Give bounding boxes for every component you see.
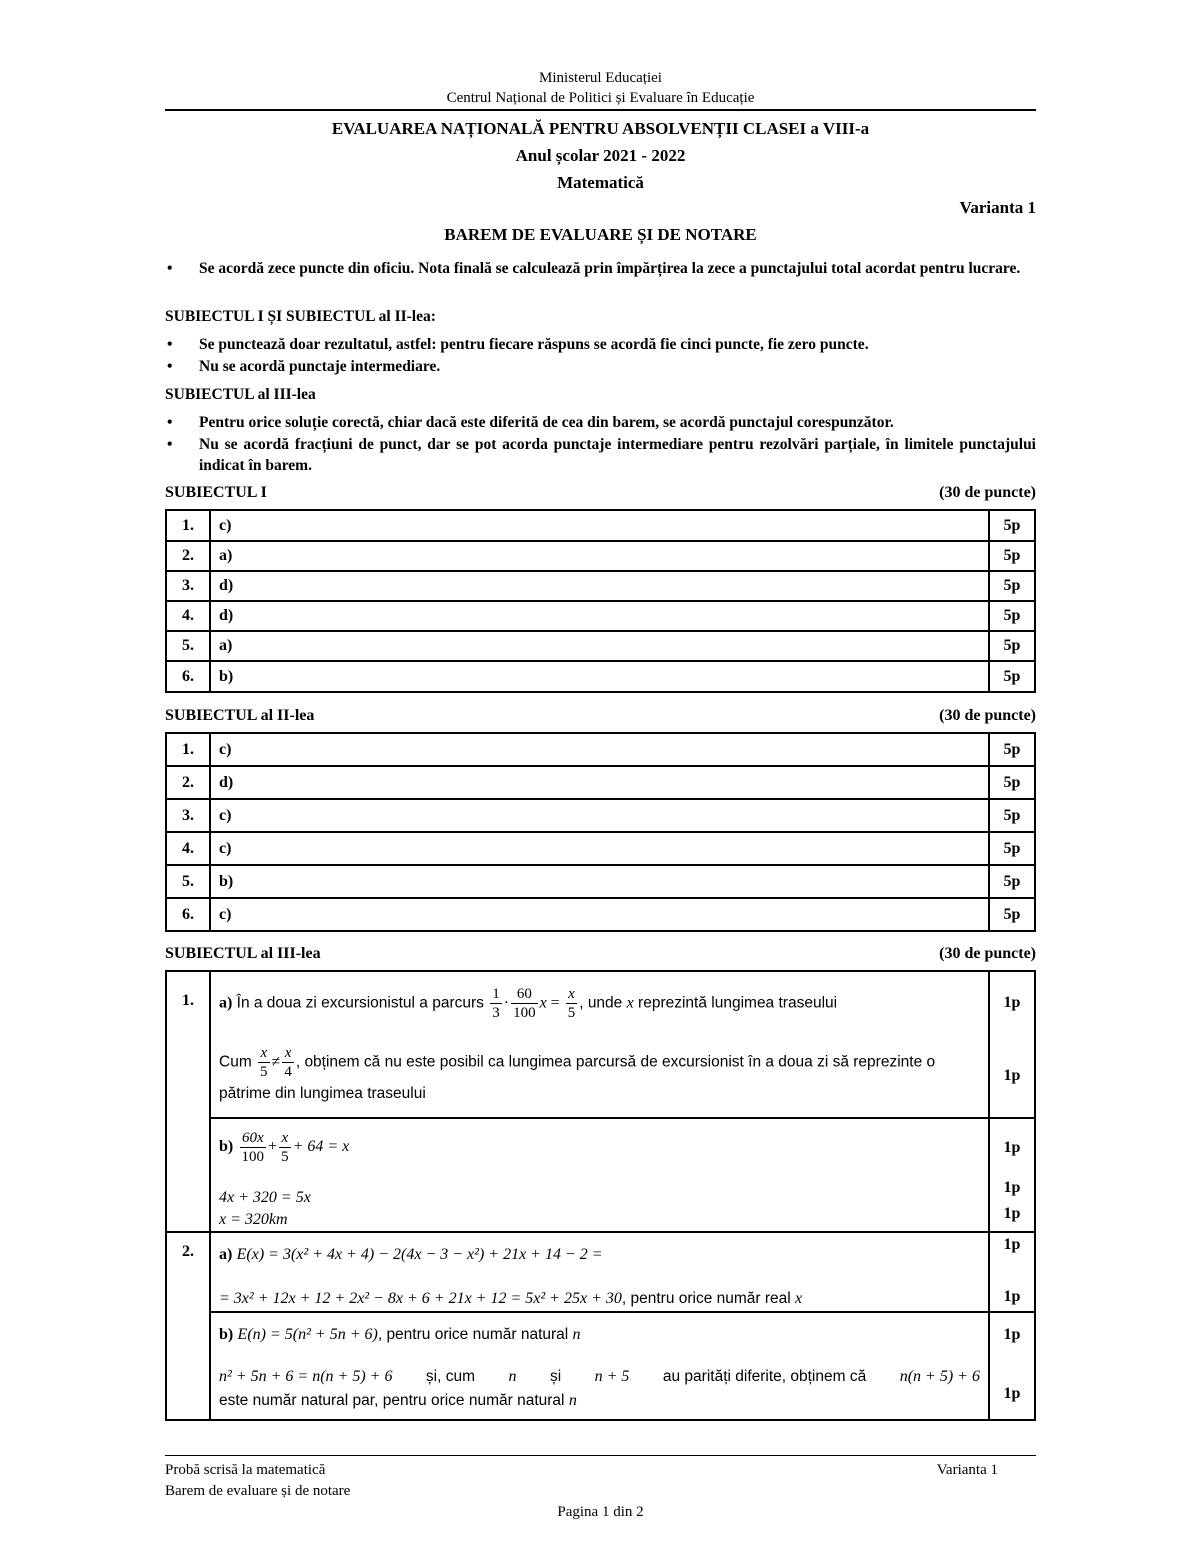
table-row: 4. d) 5p [166, 601, 1035, 631]
subject1-heading: SUBIECTUL I (30 de puncte) [165, 484, 1036, 501]
table-row: 2. d) 5p [166, 766, 1035, 799]
table-row: 6. b) 5p [166, 661, 1035, 692]
table-row: 1. c) 5p [166, 510, 1035, 541]
p1a-step2: Cum $\frac{x}{5}$ ≠ $\frac{x}{4}$ , obținem că nu este posibil ca lungimea parcursă de excursionist în a doua zi să reprezinte o pătrime din lungimea traseului [210, 1034, 989, 1118]
table-row: 6. c) 5p [166, 898, 1035, 931]
subject1-answer-table [165, 509, 1036, 693]
problem-number: 1. [166, 971, 210, 1232]
p1b-solution: b) $\frac{60x}{100}$ + $\frac{x}{5}$ + 64 = x 4x + 320 = 5x x = 320km [210, 1118, 989, 1232]
table-row: 3. c) 5p [166, 799, 1035, 832]
subject3-heading: SUBIECTUL al III-lea (30 de puncte) [165, 945, 1036, 962]
table-row: 5. a) 5p [166, 631, 1035, 661]
subject2-answer-table [165, 732, 1036, 932]
table-row [166, 1034, 1035, 1118]
school-year: Anul școlar 2021 - 2022 [515, 146, 686, 165]
exam-title: EVALUAREA NAȚIONALĂ PENTRU ABSOLVENȚII CLASEI a VIII-a [331, 119, 870, 138]
table-row [166, 1118, 1035, 1232]
score-column: 1p 1p [989, 1232, 1035, 1312]
table-row: 4. c) 5p [166, 832, 1035, 865]
p1a-step1: a) În a doua zi excursionistul a parcurs $\frac{1}{3}$ · $\frac{60}{100}$ x = $\frac{x}{5}$ , unde x reprezintă lungimea traseului [210, 971, 989, 1034]
problem-number: 2. [166, 1232, 210, 1420]
footer-divider [165, 1455, 1036, 1456]
bullet-icon: • [167, 358, 173, 375]
bullet-icon: • [167, 414, 173, 431]
page-number: Pagina 1 din 2 [557, 1504, 644, 1520]
subject-name: Matematică [557, 173, 644, 192]
general-rule-1: • Se acordă zece puncte din oficiu. Nota finală se calculează prin împărțirea la zece a punctajului total acordat pentru lucrare. [167, 260, 1021, 277]
subject2-points: (30 de puncte) [939, 707, 1036, 724]
score-column: 1p 1p [989, 1312, 1035, 1420]
table-row [166, 971, 1035, 1034]
variant-label: Varianta 1 [959, 198, 1036, 217]
table-row: 2. a) 5p [166, 541, 1035, 571]
bullet-icon: • [167, 260, 173, 277]
header-divider [165, 109, 1036, 111]
subject2-heading: SUBIECTUL al II-lea (30 de puncte) [165, 707, 1036, 724]
table-row [166, 1312, 1035, 1420]
score-column: 1p 1p 1p [989, 1118, 1035, 1232]
s3-heading: SUBIECTUL al III-lea [165, 386, 316, 403]
p2a-solution: a) E(x) = 3(x² + 4x + 4) − 2(4x − 3 − x²) + 21x + 14 − 2 = = 3x² + 12x + 12 + 2x² − 8x + 6 + 21x + 12 = 5x² + 25x + 30, pentru orice număr real x [210, 1232, 989, 1312]
ministry-name: Ministerul Educației [539, 70, 662, 86]
footer-left-1: Probă scrisă la matematică [165, 1462, 326, 1478]
footer-variant: Varianta 1 [936, 1462, 998, 1478]
s12-rule-1: • Se punctează doar rezultatul, astfel: pentru fiecare răspuns se acordă fie cinci puncte, fie zero puncte. [167, 336, 869, 353]
score: 1p [989, 971, 1035, 1034]
s3-rule-1: • Pentru orice soluție corectă, chiar dacă este diferită de cea din barem, se acordă punctajul corespunzător. [167, 414, 894, 431]
bullet-icon: • [167, 336, 173, 353]
footer-left-2: Barem de evaluare și de notare [165, 1483, 351, 1499]
bullet-icon: • [167, 436, 173, 453]
table-row [166, 1232, 1035, 1312]
subject3-solution-table [165, 970, 1036, 1421]
table-row: 3. d) 5p [166, 571, 1035, 601]
subject1-points: (30 de puncte) [939, 484, 1036, 501]
s12-rule-2: • Nu se acordă punctaje intermediare. [167, 358, 441, 375]
table-row: 1. c) 5p [166, 733, 1035, 766]
subject3-points: (30 de puncte) [939, 945, 1036, 962]
s3-rule-2: • Nu se acordă fracțiuni de punct, dar se pot acorda punctaje intermediare pentru rezolvări parțiale, în limitele punctajului indicat în barem. [167, 436, 1036, 474]
table-row: 5. b) 5p [166, 865, 1035, 898]
s12-heading: SUBIECTUL I ȘI SUBIECTUL al II-lea: [165, 308, 436, 325]
barem-title: BAREM DE EVALUARE ȘI DE NOTARE [444, 225, 757, 244]
center-name: Centrul Național de Politici și Evaluare în Educație [446, 90, 755, 106]
p2b-solution: b) E(n) = 5(n² + 5n + 6), pentru orice număr natural n n² + 5n + 6 = n(n + 5) + 6 și, cum n și n + 5 au parități diferite, obținem că n(n + 5) + 6 este număr natural par, pentru orice număr natural n [210, 1312, 989, 1420]
score: 1p [989, 1034, 1035, 1118]
